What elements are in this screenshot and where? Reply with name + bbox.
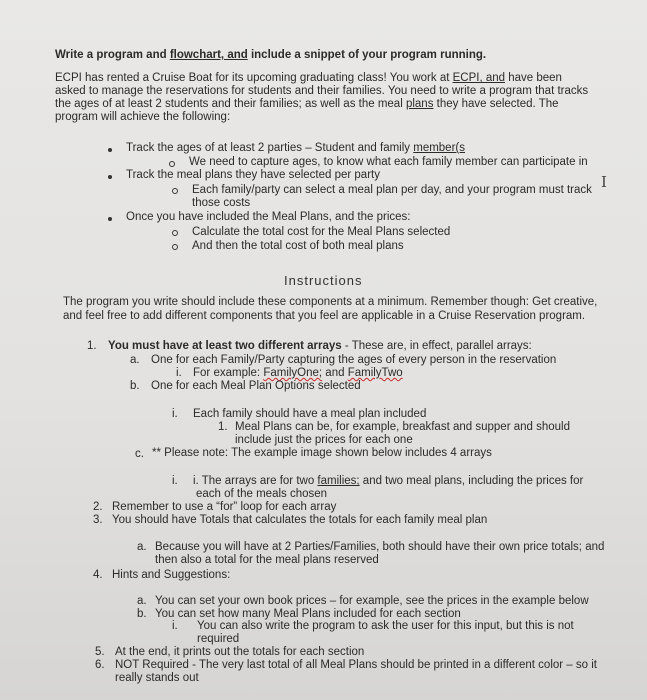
item-hints: Hints and Suggestions: [112,569,231,581]
intro-line-1: ECPI has rented a Cruise Boat for its upcoming graduating class! You work at ECPI, and have been [55,72,562,84]
item-not-required-color: NOT Required - The very last total of all Meal Plans should be printed in a different color – so it [115,659,597,671]
sub-bullet-meal-plan-per-day: Each family/party can select a meal plan per day, and your program must track [192,184,592,196]
plans-link[interactable]: plans [405,98,434,110]
instructions-intro-line-2: and feel free to add different components that you feel are applicable in a Cruise Reservation program. [63,310,586,322]
item-ask-user: You can also write the program to ask the user for this input, but this is not [197,620,574,632]
item-family-meal-plan: Each family should have a meal plan included [193,408,427,420]
circle-bullet-icon [172,244,178,250]
item-set-prices: You can set your own book prices – for example, see the prices in the example below [155,595,589,607]
item-example-families: For example: FamilyOne; and FamilyTwo [193,367,403,379]
list-letter-b: b. [137,608,147,620]
intro-line-3: the ages of at least 2 students and their families; as well as the meal plans they have selected. The [55,98,559,110]
list-roman-i: i. [172,475,178,487]
list-number-5: 5. [95,646,105,658]
list-number-2: 2. [93,501,103,513]
list-number-6: 6. [95,659,105,671]
instructions-intro-line-1: The program you write should include these components at a minimum. Remember though: Get creative, [63,296,598,308]
list-letter-a: a. [137,595,147,607]
text-cursor-icon: I [601,173,607,191]
item-meal-plan-array: One for each Meal Plan Options selected [151,380,361,392]
item-totals: You should have Totals that calculates the totals for each family meal plan [112,514,488,526]
sub-bullet-capture-ages: We need to capture ages, to know what each family member can participate in [189,156,588,168]
list-letter-b: b. [130,380,140,392]
assignment-title: Write a program and flowchart, and include a snippet of your program running. [55,49,487,61]
list-letter-a: a. [130,354,140,366]
list-number-1-nested: 1. [218,421,228,433]
item-meals-chosen: each of the meals chosen [196,488,328,500]
item-meal-plans-prices: include just the prices for each one [235,434,413,446]
item-ages-array: One for each Family/Party capturing the ages of every person in the reservation [151,354,557,366]
families-link[interactable]: families; [317,475,360,487]
sub-bullet-total-cost-selected: Calculate the total cost for the Meal Plans selected [192,226,451,238]
list-roman-i: i. [176,367,182,379]
intro-line-2: asked to manage the reservations for students and their families. You need to write a program that tracks [55,85,589,97]
circle-bullet-icon [169,161,175,167]
item-meal-plans-example: Meal Plans can be, for example, breakfast and supper and should [235,421,570,433]
item-meal-plans-reserved: then also a total for the meal plans reserved [155,554,379,566]
ecpi-link[interactable]: ECPI, and [452,72,506,84]
instructions-heading: Instructions [284,273,363,288]
familytwo-link[interactable]: FamilyTwo [347,367,403,379]
list-roman-i: i. [172,408,178,420]
intro-line-4: program will achieve the following: [55,111,231,123]
list-letter-c: c. [135,448,144,460]
sub-bullet-those-costs: those costs [192,197,251,209]
item-set-meal-plans: You can set how many Meal Plans included for each section [155,608,461,620]
item-stands-out: really stands out [115,672,199,684]
item-two-parties-totals: Because you will have at 2 Parties/Families, both should have their own price totals; and [155,541,605,553]
item-please-note: ** Please note: The example image shown below includes 4 arrays [152,447,492,459]
item-arrays-two-families: i. The arrays are for two families; and two meal plans, including the prices for [193,475,584,487]
flowchart-link[interactable]: flowchart, and [169,49,248,61]
bullet-track-ages: Track the ages of at least 2 parties – Student and family member(s [126,142,465,154]
list-number-3: 3. [93,514,103,526]
item-print-totals: At the end, it prints out the totals for each section [115,646,365,658]
item-for-loop: Remember to use a “for” loop for each array [112,501,337,513]
familyone-link[interactable]: FamilyOne; [263,367,323,379]
bullet-dot-icon [108,148,112,152]
list-number-1: 1. [87,340,97,352]
list-number-4: 4. [93,569,103,581]
circle-bullet-icon [172,230,178,236]
sub-bullet-total-cost-both: And then the total cost of both meal plans [192,240,404,252]
circle-bullet-icon [172,188,178,194]
list-letter-a: a. [137,541,147,553]
bullet-track-meal-plans: Track the meal plans they have selected per party [126,169,380,181]
members-link[interactable]: member(s [413,142,465,154]
bullet-meal-plans-prices: Once you have included the Meal Plans, and the prices: [126,211,411,223]
item-arrays: You must have at least two different arrays - These are, in effect, parallel arrays: [108,340,532,352]
list-roman-i: i. [172,620,178,632]
bullet-dot-icon [108,175,112,179]
item-required: required [197,633,240,645]
bullet-dot-icon [108,217,112,221]
